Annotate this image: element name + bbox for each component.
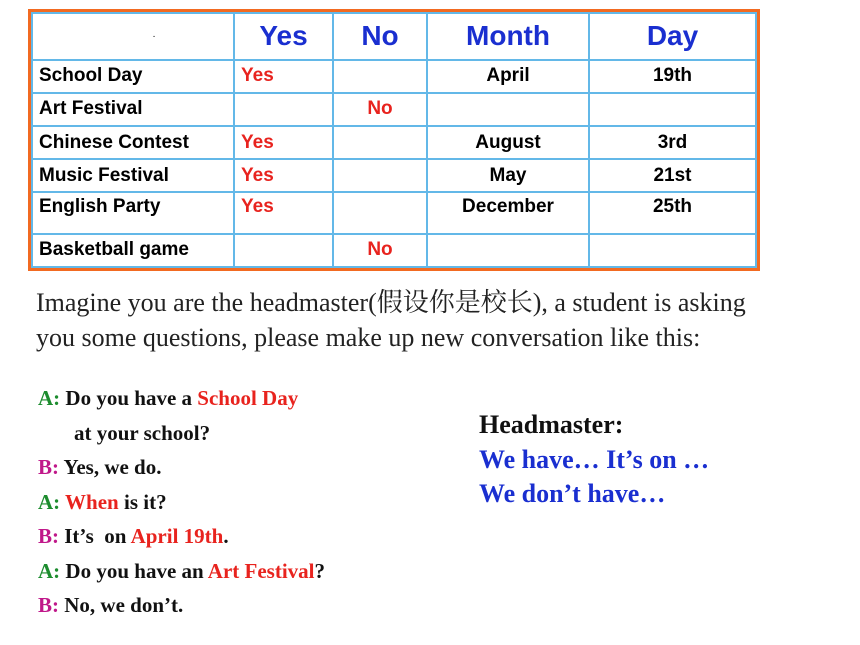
dialogue-line [38,485,458,520]
event-name: School Day [32,60,234,93]
day-cell: 19th [589,60,756,93]
dialogue-line [38,416,458,451]
speaker-a-label: A: [38,558,61,583]
dialogue-text: is it? [123,489,167,514]
header-no: No [333,13,427,60]
header-day: Day [589,13,756,60]
event-table [28,9,760,271]
dialogue-highlight: When [65,489,119,514]
headmaster-prompt [479,408,839,512]
dialogue-line [38,381,458,416]
event-name: English Party [32,192,234,233]
no-cell: No [333,234,427,267]
no-cell [333,159,427,192]
speaker-a-label: A: [38,386,61,410]
dialogue-highlight: School Day [197,386,299,410]
no-cell: No [333,93,427,126]
headmaster-sentence-1: We have… It’s on … [479,444,710,474]
day-cell: 21st [589,159,756,192]
day-cell [589,234,756,267]
event-name: Chinese Contest [32,126,234,159]
month-cell: December [427,192,589,233]
table-row [32,234,756,267]
speaker-b-label: B: [38,593,59,617]
table-row [32,126,756,159]
table-row [32,159,756,192]
no-cell [333,60,427,93]
no-cell [333,126,427,159]
event-name: Art Festival [32,93,234,126]
day-cell [589,93,756,126]
dialogue-text: No, we don’t. [64,593,184,617]
table-row [32,93,756,126]
month-cell: April [427,60,589,93]
yes-cell: Yes [234,159,333,192]
dialogue-text: ? [314,558,326,583]
event-name: Basketball game [32,234,234,267]
headmaster-sentence-2: We don’t have… [479,479,666,508]
yes-cell: Yes [234,60,333,93]
speaker-b-label: B: [38,524,59,548]
dialogue-line [38,554,458,589]
dialogue-text: Do you have an [65,558,204,583]
instructions-line-2: you some questions, please make up new conversation like this: [36,323,701,352]
speaker-a-label: A: [38,489,61,514]
table-row [32,192,756,233]
table-row [32,60,756,93]
instructions [36,285,836,355]
speaker-b-label: B: [38,455,59,479]
month-cell [427,234,589,267]
yes-cell: Yes [234,192,333,233]
month-cell: August [427,126,589,159]
dialogue-text: at your school? [74,420,211,445]
dialogue-line [38,519,458,554]
dialogue-text: Do you have a [65,386,193,410]
day-cell: 3rd [589,126,756,159]
event-table-grid [31,12,757,268]
dialogue-text: . [223,524,229,548]
month-cell [427,93,589,126]
sample-dialogue [38,381,458,623]
table-header-row [32,13,756,60]
dialogue-line [38,588,458,623]
dialogue-highlight: April 19th [130,524,224,548]
no-cell [333,192,427,233]
instructions-line-1: Imagine you are the headmaster(假设你是校长), a student is asking [36,288,746,317]
yes-cell [234,93,333,126]
event-name: Music Festival [32,159,234,192]
month-cell: May [427,159,589,192]
dialogue-text: It’s on [64,524,131,548]
day-cell: 25th [589,192,756,233]
yes-cell [234,234,333,267]
header-blank: · [32,13,234,60]
yes-cell: Yes [234,126,333,159]
header-yes: Yes [234,13,333,60]
headmaster-title: Headmaster: [479,410,624,439]
dialogue-highlight: Art Festival [207,558,315,583]
header-month: Month [427,13,589,60]
dialogue-line [38,450,458,485]
dialogue-text: Yes, we do. [63,455,162,479]
